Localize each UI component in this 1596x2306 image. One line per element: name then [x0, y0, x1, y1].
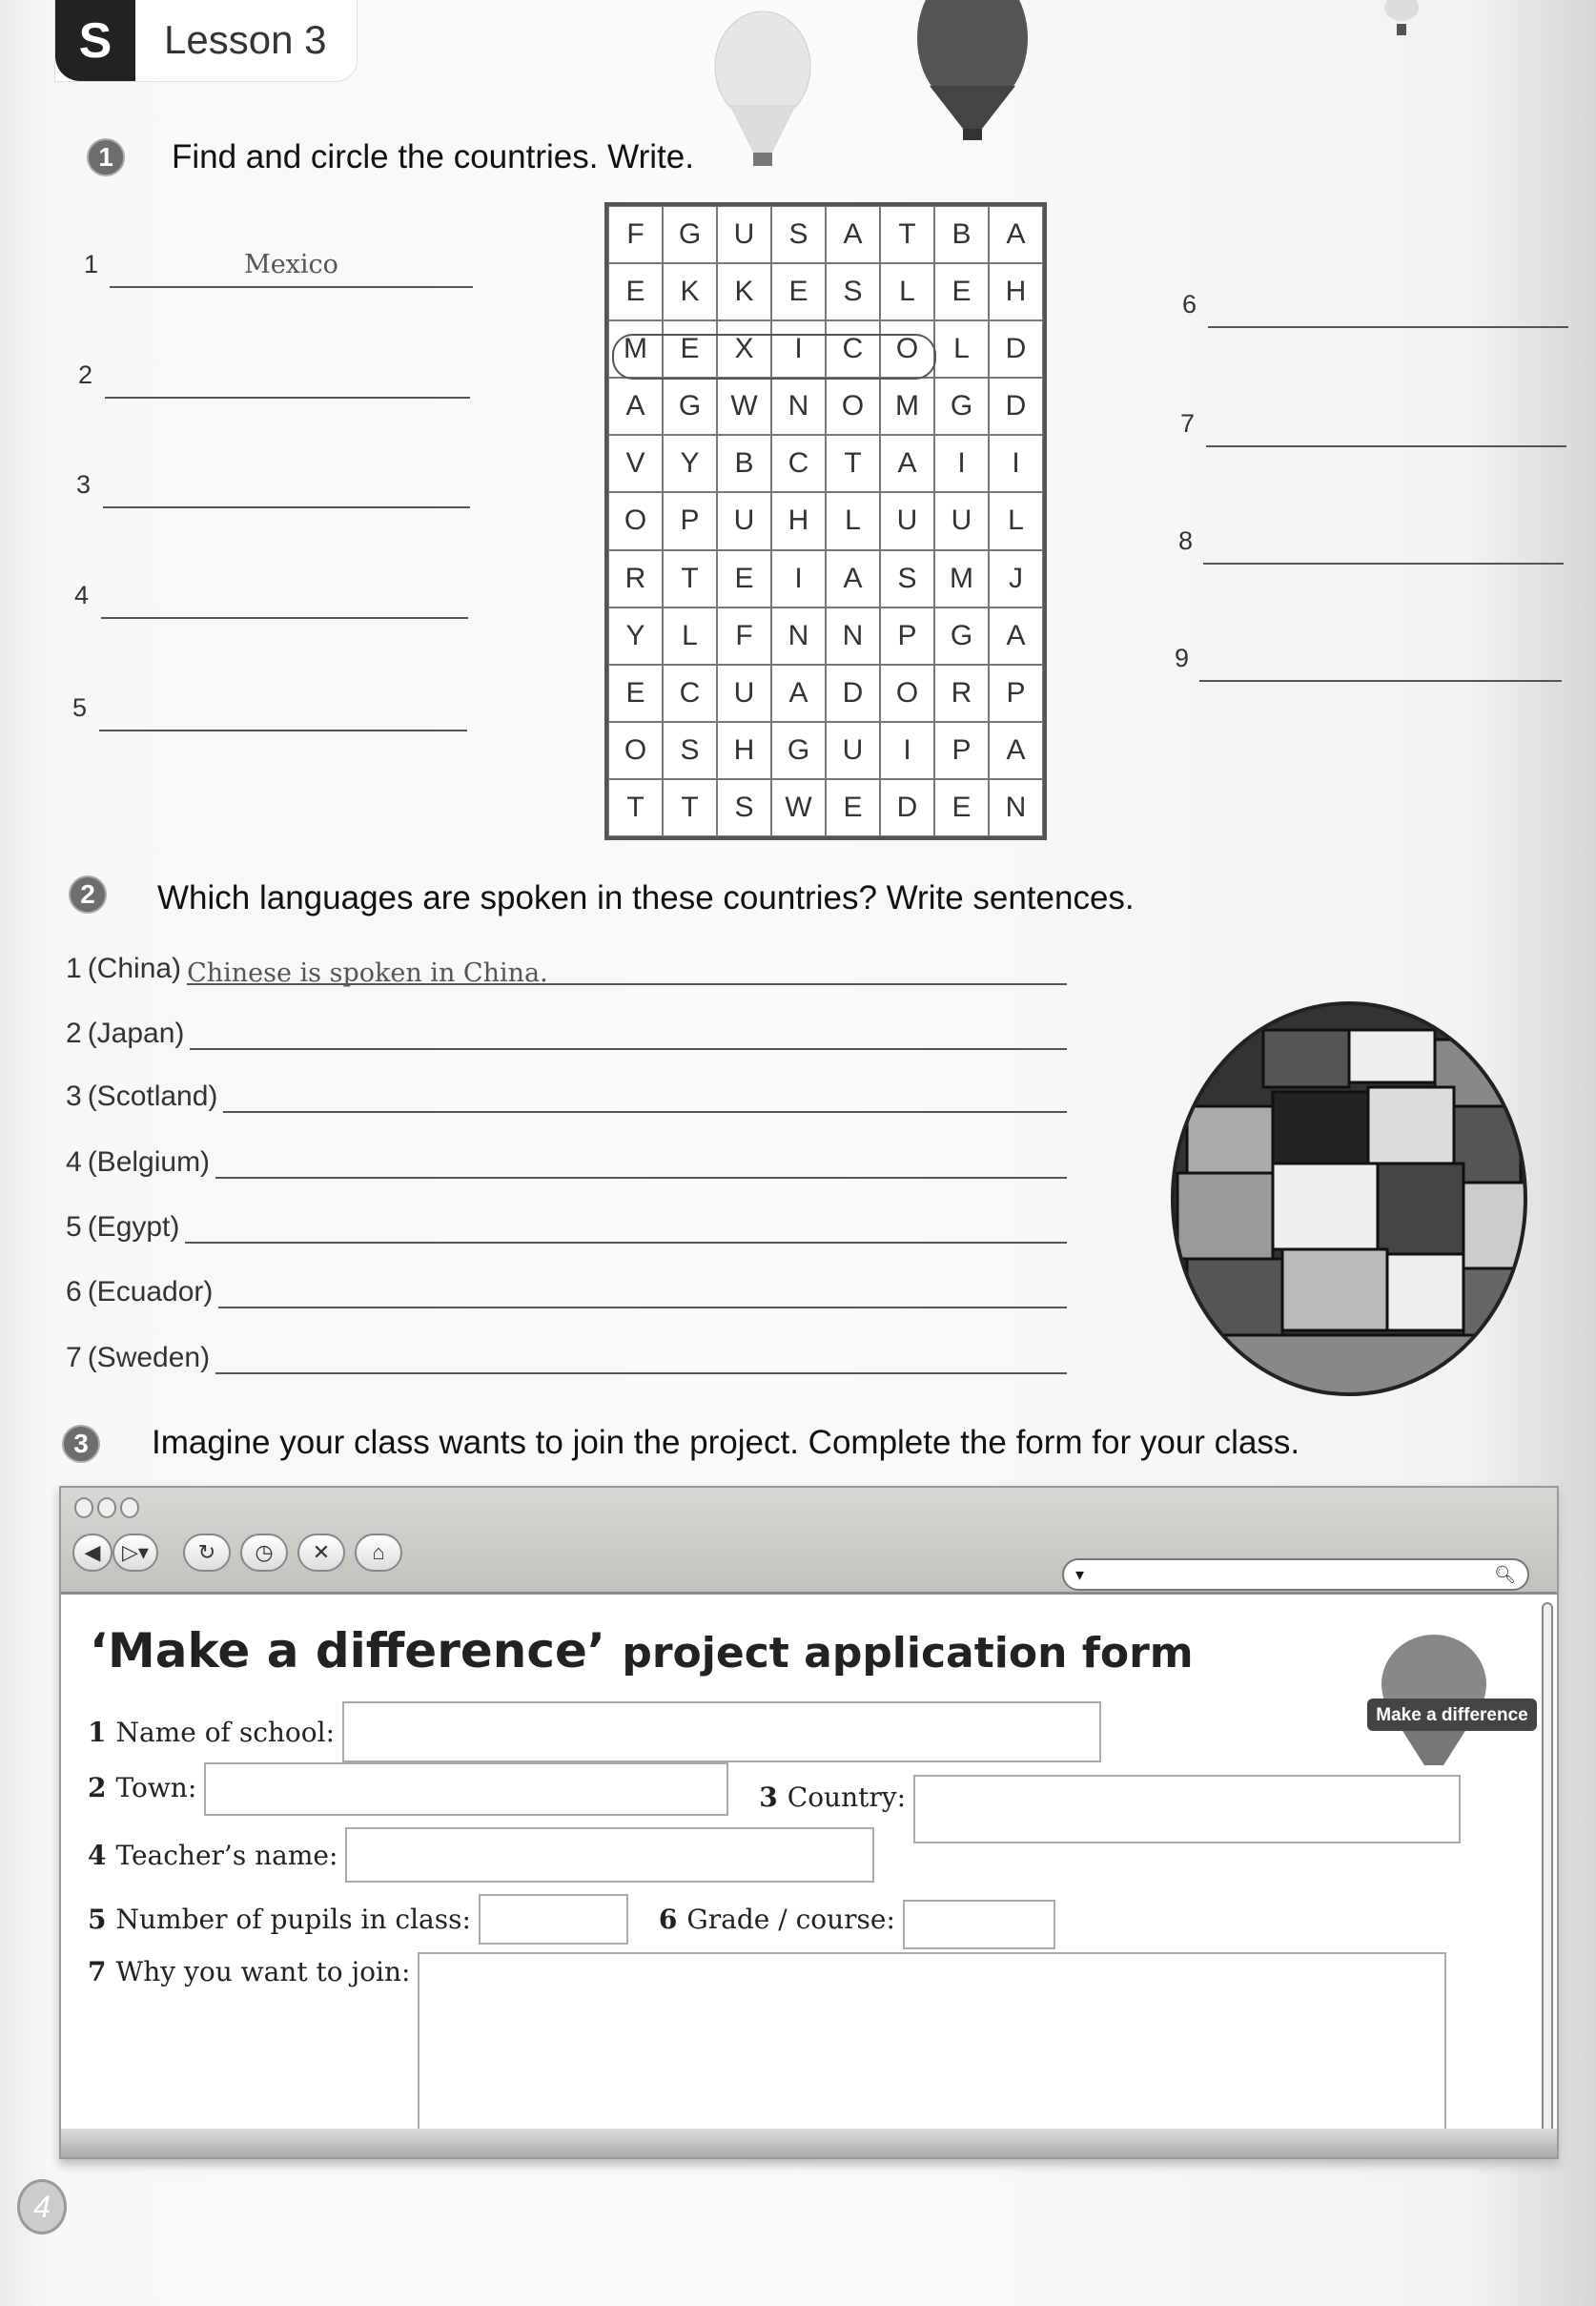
country-label: (Sweden)	[87, 1342, 211, 1373]
field-label-country: 3 Country:	[759, 1781, 907, 1813]
grid-cell[interactable]: K	[663, 263, 717, 320]
answer-line-2[interactable]	[105, 397, 470, 399]
item-number: 6	[66, 1276, 82, 1307]
grid-cell[interactable]: A	[880, 435, 934, 492]
grid-cell[interactable]: N	[989, 779, 1043, 836]
answer-line-4[interactable]	[101, 617, 468, 619]
grid-cell[interactable]: I	[989, 435, 1043, 492]
grid-cell[interactable]: H	[771, 492, 826, 549]
grid-cell[interactable]: V	[608, 435, 663, 492]
sentence-item	[66, 1276, 1067, 1308]
sentence-item	[66, 953, 1067, 988]
grid-cell[interactable]: B	[934, 206, 989, 263]
grid-cell[interactable]: J	[989, 550, 1043, 607]
reload-icon: ↻	[197, 1540, 216, 1564]
back-arrow-icon: ◀	[84, 1540, 101, 1564]
answer-line-7[interactable]	[1206, 445, 1566, 447]
grid-cell[interactable]: R	[608, 550, 663, 607]
grid-cell[interactable]: L	[826, 492, 880, 549]
answer-number: 4	[74, 581, 90, 609]
grid-cell[interactable]: Y	[608, 607, 663, 665]
field-label-town: 2 Town:	[88, 1772, 197, 1803]
answer-line-1[interactable]	[110, 286, 473, 288]
grid-cell[interactable]: E	[771, 263, 826, 320]
close-icon: ✕	[312, 1540, 331, 1564]
sentence-answer-line[interactable]	[215, 1152, 1067, 1179]
grid-cell[interactable]: S	[771, 206, 826, 263]
grid-cell[interactable]: P	[880, 607, 934, 665]
answer-number: 8	[1178, 526, 1194, 555]
grid-cell[interactable]: U	[880, 492, 934, 549]
grid-cell[interactable]: C	[826, 320, 880, 378]
scrollbar[interactable]	[1542, 1602, 1553, 2136]
section-badge: S	[55, 0, 135, 81]
search-icon: 🔍︎	[1494, 1564, 1516, 1584]
grid-cell[interactable]: F	[608, 206, 663, 263]
form-row-pupils-grade	[88, 1888, 1055, 1949]
answer-line-3[interactable]	[103, 506, 470, 508]
item-number: 7	[66, 1342, 82, 1373]
grid-cell[interactable]: O	[880, 665, 934, 722]
country-label: (Egypt)	[87, 1211, 180, 1243]
exercise-number: 1	[87, 138, 125, 176]
answer-line-5[interactable]	[99, 730, 467, 731]
balloon-icon	[710, 10, 815, 181]
answer-line-9[interactable]	[1199, 680, 1562, 682]
grid-cell[interactable]: G	[663, 378, 717, 435]
field-label-why: 7 Why you want to join:	[88, 1956, 411, 1987]
sentence-answer-line[interactable]: Chinese is spoken in China.	[187, 958, 1067, 985]
grid-cell[interactable]: L	[880, 263, 934, 320]
circled-word-mexico	[612, 334, 936, 380]
grid-cell[interactable]: P	[934, 722, 989, 779]
why-join-textarea[interactable]	[418, 1952, 1446, 2146]
grid-cell[interactable]: T	[663, 779, 717, 836]
grid-cell[interactable]: A	[826, 206, 880, 263]
window-minimize-button[interactable]	[97, 1497, 116, 1518]
grid-cell[interactable]: T	[663, 550, 717, 607]
grid-cell[interactable]: D	[880, 779, 934, 836]
grid-cell[interactable]: D	[989, 378, 1043, 435]
exercise-number: 2	[69, 875, 107, 914]
grid-cell[interactable]: L	[989, 492, 1043, 549]
grid-cell[interactable]: T	[826, 435, 880, 492]
answer-number: 2	[78, 360, 93, 389]
sentence-item	[66, 1018, 1067, 1050]
grid-cell[interactable]: S	[826, 263, 880, 320]
exercise-number: 3	[62, 1425, 100, 1463]
exercise-3-instruction: Imagine your class wants to join the project. Complete the form for your class.	[152, 1424, 1300, 1461]
grid-cell[interactable]: E	[608, 665, 663, 722]
browser-window-form	[59, 1486, 1559, 2159]
school-name-input[interactable]	[342, 1701, 1101, 1762]
form-row-school	[88, 1701, 1101, 1762]
country-label: (Scotland)	[87, 1081, 218, 1112]
make-a-difference-logo	[1367, 1632, 1539, 1784]
grid-cell[interactable]: S	[880, 550, 934, 607]
item-number: 2	[66, 1018, 82, 1049]
sentence-item	[66, 1211, 1067, 1244]
grid-cell[interactable]: N	[826, 607, 880, 665]
chevron-down-icon: ▾	[1075, 1564, 1085, 1584]
grid-cell[interactable]: T	[608, 779, 663, 836]
sentence-answer-line[interactable]	[223, 1086, 1067, 1113]
grid-cell[interactable]: A	[989, 607, 1043, 665]
grid-cell[interactable]: L	[934, 320, 989, 378]
item-number: 4	[66, 1146, 82, 1178]
field-label-pupils: 5 Number of pupils in class:	[88, 1903, 471, 1935]
field-label-school: 1 Name of school:	[88, 1716, 336, 1748]
stop-button[interactable]	[297, 1534, 345, 1572]
country-label: (China)	[87, 953, 182, 984]
answer-number: 9	[1175, 644, 1190, 672]
home-button[interactable]	[355, 1534, 402, 1572]
answer-number: 7	[1180, 409, 1196, 438]
flag-globe-image	[1168, 1001, 1530, 1397]
exercise-2-instruction: Which languages are spoken in these countries? Write sentences.	[157, 879, 1135, 916]
grid-cell[interactable]: G	[934, 607, 989, 665]
sentence-answer-line[interactable]	[190, 1023, 1067, 1050]
grid-cell[interactable]: E	[663, 320, 717, 378]
window-zoom-button[interactable]	[120, 1497, 139, 1518]
sentence-answer-line[interactable]	[185, 1217, 1067, 1244]
search-input[interactable]	[1062, 1558, 1529, 1591]
form-title: ‘Make a difference’ project application form	[90, 1623, 1194, 1678]
grid-cell[interactable]: G	[934, 378, 989, 435]
grid-cell[interactable]: X	[717, 320, 771, 378]
grid-cell[interactable]: P	[663, 492, 717, 549]
home-icon: ⌂	[372, 1540, 385, 1564]
grid-cell[interactable]: M	[608, 320, 663, 378]
grid-cell[interactable]: I	[771, 320, 826, 378]
grid-cell[interactable]: I	[880, 722, 934, 779]
grid-cell[interactable]: U	[826, 722, 880, 779]
grid-cell[interactable]: N	[771, 607, 826, 665]
clock-icon: ◷	[255, 1540, 274, 1564]
teacher-name-input[interactable]	[345, 1827, 874, 1883]
town-input[interactable]	[204, 1762, 728, 1816]
browser-status-bar	[61, 2129, 1557, 2157]
grid-cell[interactable]: A	[608, 378, 663, 435]
grid-cell[interactable]: P	[989, 665, 1043, 722]
page-number: 4	[17, 2179, 67, 2234]
form-row-why	[88, 1952, 1446, 2146]
svg-text:Make a difference: Make a difference	[1376, 1705, 1528, 1725]
lesson-title: Lesson 3	[164, 17, 327, 62]
grid-cell[interactable]: E	[934, 263, 989, 320]
form-row-teacher	[88, 1827, 874, 1883]
sentence-item	[66, 1081, 1067, 1113]
grid-cell[interactable]: G	[663, 206, 717, 263]
grid-cell[interactable]: C	[663, 665, 717, 722]
grid-cell[interactable]: Y	[663, 435, 717, 492]
grid-cell[interactable]: W	[717, 378, 771, 435]
exercise-1-instruction: Find and circle the countries. Write.	[172, 138, 694, 175]
grid-cell[interactable]: U	[717, 665, 771, 722]
grid-cell[interactable]: A	[826, 550, 880, 607]
item-number: 1	[66, 953, 82, 984]
sentence-item	[66, 1146, 1067, 1179]
grid-cell[interactable]: F	[717, 607, 771, 665]
grid-cell[interactable]: U	[717, 206, 771, 263]
country-label: (Belgium)	[87, 1146, 211, 1178]
field-label-teacher: 4 Teacher’s name:	[88, 1839, 338, 1871]
grid-cell[interactable]: D	[989, 320, 1043, 378]
grid-cell[interactable]: U	[934, 492, 989, 549]
grid-cell[interactable]: U	[717, 492, 771, 549]
reload-button[interactable]	[183, 1534, 231, 1572]
field-label-grade: 6 Grade / course:	[658, 1903, 895, 1935]
grid-cell[interactable]: D	[826, 665, 880, 722]
sentence-answer-line[interactable]	[215, 1348, 1067, 1374]
answer-number: 1	[84, 250, 99, 278]
pupils-number-input[interactable]	[479, 1894, 628, 1945]
grid-cell[interactable]: R	[934, 665, 989, 722]
answer-number: 5	[72, 693, 88, 722]
grid-cell[interactable]: E	[608, 263, 663, 320]
grid-cell[interactable]: G	[771, 722, 826, 779]
country-label: (Ecuador)	[87, 1276, 214, 1307]
grid-cell[interactable]: S	[717, 779, 771, 836]
back-button[interactable]	[72, 1534, 113, 1572]
grid-cell[interactable]: A	[771, 665, 826, 722]
browser-toolbar	[61, 1488, 1557, 1595]
grid-cell[interactable]: T	[880, 206, 934, 263]
grid-cell[interactable]: O	[826, 378, 880, 435]
grid-cell[interactable]: B	[717, 435, 771, 492]
grid-cell[interactable]: A	[989, 722, 1043, 779]
sentence-answer-line[interactable]	[218, 1282, 1067, 1308]
grid-cell[interactable]: O	[608, 722, 663, 779]
grid-cell[interactable]: A	[989, 206, 1043, 263]
answer-line-6[interactable]	[1208, 326, 1568, 328]
grid-cell[interactable]: I	[771, 550, 826, 607]
history-button[interactable]	[240, 1534, 288, 1572]
balloon-icon	[911, 0, 1034, 143]
grid-cell[interactable]: W	[771, 779, 826, 836]
sentence-item	[66, 1342, 1067, 1374]
answer-text: Mexico	[244, 250, 338, 279]
grid-cell[interactable]: E	[717, 550, 771, 607]
grid-cell[interactable]: N	[771, 378, 826, 435]
window-close-button[interactable]	[74, 1497, 93, 1518]
grid-cell[interactable]: K	[717, 263, 771, 320]
forward-button[interactable]	[113, 1534, 158, 1572]
grid-cell[interactable]: M	[880, 378, 934, 435]
grid-cell[interactable]: L	[663, 607, 717, 665]
item-number: 3	[66, 1081, 82, 1112]
grid-cell[interactable]: H	[717, 722, 771, 779]
answer-number: 3	[76, 470, 92, 499]
answer-line-8[interactable]	[1203, 563, 1564, 565]
forward-arrow-icon: ▷▾	[122, 1540, 149, 1564]
grid-cell[interactable]: E	[934, 779, 989, 836]
grid-cell[interactable]: O	[880, 320, 934, 378]
grid-cell[interactable]: H	[989, 263, 1043, 320]
grid-cell[interactable]: E	[826, 779, 880, 836]
answer-number: 6	[1182, 290, 1197, 319]
item-number: 5	[66, 1211, 82, 1243]
grid-cell[interactable]: C	[771, 435, 826, 492]
country-input[interactable]	[913, 1775, 1461, 1843]
grid-cell[interactable]: I	[934, 435, 989, 492]
balloon-icon	[1382, 0, 1421, 43]
country-label: (Japan)	[87, 1018, 185, 1049]
grid-cell[interactable]: O	[608, 492, 663, 549]
grid-cell[interactable]: S	[663, 722, 717, 779]
grid-cell[interactable]: M	[934, 550, 989, 607]
word-search-grid[interactable]	[604, 202, 1047, 840]
grade-input[interactable]	[903, 1900, 1055, 1949]
